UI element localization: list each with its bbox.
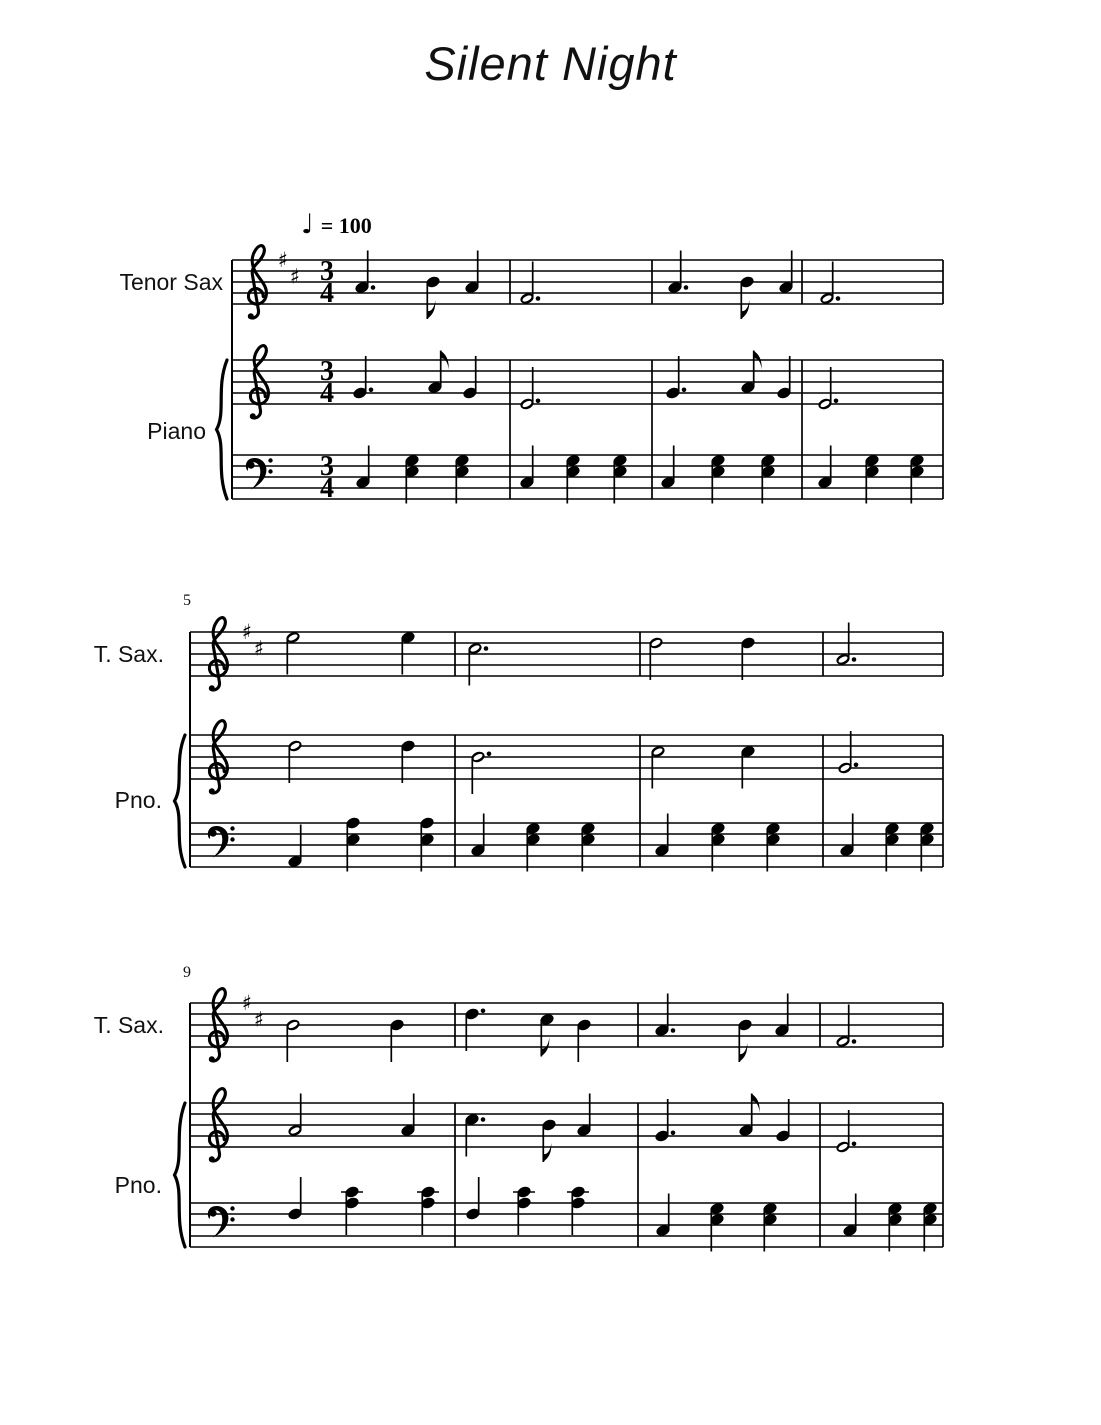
time-signature-digit: 4 (320, 378, 334, 409)
eighth-flag (543, 1143, 551, 1162)
augmentation-dot (671, 1028, 676, 1033)
note-E5-h (285, 630, 301, 674)
note-A4-q (576, 1094, 592, 1138)
note-B4-q (576, 1018, 592, 1062)
note-G4-q (775, 1099, 791, 1143)
note-A4-q (464, 251, 480, 295)
note-B4-q (389, 1018, 405, 1062)
note-G3-E3-q (884, 821, 900, 871)
note-A4-h (287, 1094, 303, 1138)
note-C#5-e (539, 1012, 555, 1056)
note-E5-q (400, 630, 416, 674)
augmentation-dot (481, 1009, 486, 1014)
note-G3-E3-q (864, 453, 880, 503)
measure-number-9: 9 (183, 964, 191, 981)
note-G3-E3-q (709, 1201, 725, 1251)
system-1 (217, 246, 944, 504)
system-2 (175, 618, 944, 872)
augmentation-dot (481, 1117, 486, 1122)
note-B4-e (425, 275, 441, 319)
note-G3-E3-q (454, 453, 470, 503)
time-signature-digit: 3 (320, 451, 334, 482)
augmentation-dot (682, 388, 687, 393)
note-C3-q (839, 814, 855, 858)
piano-brace (175, 1103, 186, 1247)
note-C3-q (355, 446, 371, 490)
note-A4-q (400, 1094, 416, 1138)
augmentation-dot (834, 399, 839, 404)
measure-number-5: 5 (183, 592, 191, 609)
note-G3-E3-q (760, 453, 776, 503)
note-C4-A3-q (341, 1185, 363, 1235)
augmentation-dot (852, 657, 857, 662)
piano-brace (175, 735, 186, 867)
note-A4-q (778, 251, 794, 295)
note-A4-e (427, 351, 449, 395)
sharp-icon: ♯ (277, 248, 289, 272)
note-G3-E3-q (404, 453, 420, 503)
note-A4-q (774, 994, 790, 1038)
eighth-flag (427, 300, 435, 319)
augmentation-dot (854, 763, 859, 768)
note-F3-q (287, 1177, 303, 1221)
augmentation-dot (671, 1131, 676, 1136)
note-G3-E3-q (710, 453, 726, 503)
note-C5-dq (464, 1112, 485, 1156)
sharp-icon: ♯ (253, 1007, 265, 1032)
note-C4-A3-q (417, 1185, 439, 1235)
note-G4-q (462, 356, 478, 400)
note-F#4-dh (519, 262, 540, 306)
note-G3-E3-q (710, 821, 726, 871)
note-A3-E3-q (419, 816, 435, 872)
note-A4-e (740, 351, 762, 395)
time-signature-digit: 3 (320, 256, 334, 287)
bass-clef-icon (246, 458, 273, 490)
augmentation-dot (852, 1039, 857, 1044)
note-A4-dq (667, 251, 688, 295)
eighth-flag (739, 1043, 747, 1062)
augmentation-dot (836, 296, 841, 301)
system-3 (175, 989, 944, 1252)
instrument-label-piano-1: Piano (147, 418, 206, 444)
eighth-flag (741, 300, 749, 319)
note-C3-q (655, 1194, 671, 1238)
note-B4-e (739, 275, 755, 319)
tempo-marking (301, 211, 372, 239)
note-G3-E3-q (612, 453, 628, 503)
bass-clef-icon (208, 1206, 235, 1238)
time-signature-digit: 3 (320, 356, 334, 387)
augmentation-dot (536, 399, 541, 404)
instrument-label-piano-2: Pno. (114, 787, 162, 813)
sharp-icon: ♯ (253, 636, 265, 661)
time-signature-digit: 4 (320, 278, 334, 309)
time-signature-digit: 4 (320, 473, 334, 504)
sharp-icon: ♯ (241, 991, 253, 1015)
note-C3-q (519, 446, 535, 490)
note-B4-e (737, 1018, 753, 1062)
note-G3-E3-q (887, 1201, 903, 1251)
note-C4-A3-q (567, 1185, 589, 1235)
note-G3-E3-q (919, 821, 935, 871)
note-A4-dq (654, 994, 675, 1038)
note-C3-q (817, 446, 833, 490)
note-F3-q (465, 1177, 481, 1221)
note-C4-A3-q (513, 1185, 535, 1235)
augmentation-dot (484, 646, 489, 651)
note-G3-E3-q (922, 1201, 938, 1251)
note-A2-q (287, 825, 303, 869)
tempo-text: = 100 (320, 213, 372, 238)
note-B4-e (541, 1118, 557, 1162)
note-C5-h (650, 744, 666, 788)
note-G4-q (776, 356, 792, 400)
note-C5-q (740, 744, 756, 788)
instrument-label-piano-3: Pno. (114, 1172, 162, 1198)
note-D5-q (400, 739, 416, 783)
augmentation-dot (369, 388, 374, 393)
note-A4-dq (354, 251, 375, 295)
quarter-note-icon: ♩ (301, 209, 314, 240)
augmentation-dot (684, 285, 689, 290)
note-F#4-dh (835, 1005, 856, 1049)
sharp-icon: ♯ (241, 620, 253, 644)
note-C3-q (842, 1194, 858, 1238)
note-C3-q (660, 446, 676, 490)
augmentation-dot (852, 1142, 857, 1147)
piano-brace (217, 360, 228, 499)
bass-clef-icon (208, 826, 235, 858)
augmentation-dot (536, 296, 541, 301)
note-A4-e (738, 1094, 760, 1138)
note-D5-q (740, 636, 756, 680)
instrument-label-tenor-sax-3: T. Sax. (93, 1012, 164, 1038)
note-G3-E3-q (765, 821, 781, 871)
note-B4-h (285, 1018, 301, 1062)
instrument-label-tenor-sax-1: Tenor Sax (119, 269, 223, 295)
note-A4-dh (835, 623, 856, 667)
note-A3-E3-q (345, 816, 361, 872)
note-D5-h (287, 739, 303, 783)
note-C3-q (654, 814, 670, 858)
note-D5-h (648, 636, 664, 680)
note-G3-E3-q (762, 1201, 778, 1251)
note-C3-q (470, 814, 486, 858)
note-G3-E3-q (580, 821, 596, 871)
sharp-icon: ♯ (289, 264, 301, 289)
note-C#5-dh (467, 641, 488, 685)
note-G3-E3-q (525, 821, 541, 871)
note-G3-E3-q (565, 453, 581, 503)
note-G3-E3-q (909, 453, 925, 503)
instrument-label-tenor-sax-2: T. Sax. (93, 641, 164, 667)
augmentation-dot (487, 752, 492, 757)
augmentation-dot (371, 285, 376, 290)
page-title: Silent Night (424, 37, 677, 90)
note-F#4-dh (819, 262, 840, 306)
